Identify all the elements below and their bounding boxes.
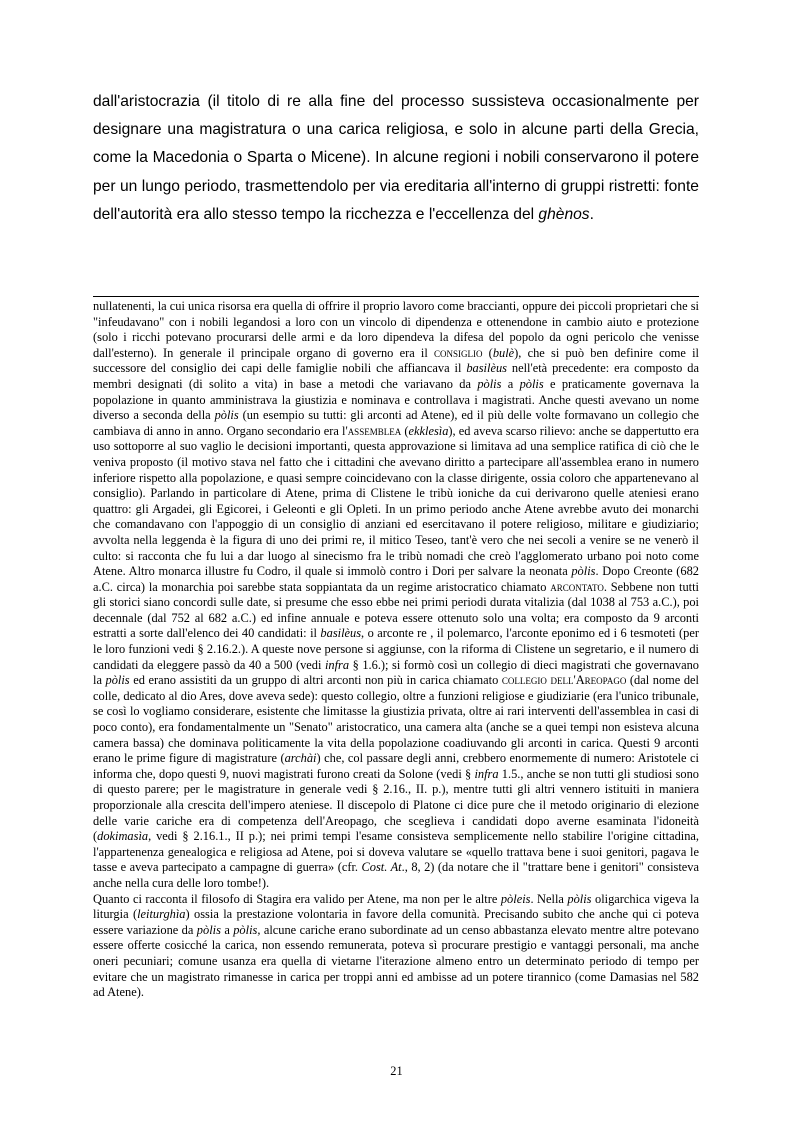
footnote-separator xyxy=(93,296,699,297)
footnote-italic: dokimasìa xyxy=(97,829,149,844)
footnote-text: , vedi § 2.16.1., II p.); nei primi tempi l'esame consisteva semplicemente nello stabilire l'origine cittadina, l'appartenenza genealogica e religiosa ad Atene, poi si doveva valutare se «quello trattava bene i suoi genitori, pagava le tasse e aveva partecipato a campagne di guerra» (cfr. xyxy=(93,829,699,875)
footnote-italic: Cost. At xyxy=(361,860,402,875)
footnote-italic: infra xyxy=(324,657,350,672)
footnote-italic: infra xyxy=(474,766,499,781)
footnote-block xyxy=(93,299,699,1001)
footnote-text: alcune cariche erano subordinate ad un censo abbastanza elevato mentre altre potevano essere offerte cosicché la carica, non essendo remunerata, poteva sì procurare prestigio e vantaggi personali, ma anche oneri pecuniari; comune usanza era quella di vietarne l'iterazione almeno entro un determinato periodo di tempo per evitare che un magistrato rimanesse in carica per troppi anni ed ambisse ad un potere tirannico (come Damasias nel 582 ad Atene). xyxy=(93,922,700,1000)
footnote-text: nell'età precedente: era composto da membri designati (di solito a vita) in base a metodi che variavano da xyxy=(93,361,699,391)
footnote-text: ) che, col passare degli anni, crebbero enormemente di numero: Aristotele ci informa che, dopo questi 9, nuovi magistrati furono creati da Solone (vedi § xyxy=(93,751,699,781)
footnote-text: (un esempio su tutti: gli arconti ad Atene), ed il più delle volte formavano un collegio che cambiava di anno in anno. Organo secondario era l' xyxy=(93,408,699,438)
footnote-text: ), ed aveva scarso rilievo: anche se dappertutto era uso sottoporre al suo vaglio le decisioni importanti, questa approvazione si limitava ad una semplice ratifica di ciò che le veniva proposto (il motivo stava nel fatto che i cittadini che avevano diritto a partecipare all'assemblea erano in numero inferiore rispetto alla popolazione, e quasi sempre coincidevano con la classe dirigente, ossia coloro che appartenevano al consiglio). Parlando in particolare di Atene, prima di Clistene le tribù ioniche da cui derivarono quelle ateniesi erano quattro: gli Argadei, gli Egicorei, i Geleonti e gli Opleti. In un primo periodo anche Atene avrebbe avuto dei monarchi che comandavano con l'appoggio di un consiglio di anziani ed esercitavano il potere religioso, militare e giudiziario; avvolta nella leggenda è la figura di uno dei primi re, il mitico Teseo, tant'è vero che nei secoli a venire se ne venerò il culto: si racconta che fu lui a dar luogo al sinecismo fra le tribù nomadi che creò l'agglomerato urbano poi noto come Atene. Altro monarca illustre fu Codro, il quale si immolò contro i Dori per salvare la neonata xyxy=(93,423,699,579)
body-paragraph xyxy=(93,88,699,229)
footnote-text: ( xyxy=(482,345,493,360)
footnote-text: . Nella xyxy=(530,891,568,906)
footnote-text: , o arconte re , il polemarco, l'arconte eponimo ed i 6 tesmoteti (per le loro funzioni vedi § 2.16.2.). A queste nove persone si aggiunse, con la riforma di Clistene un segretario, e il numero di candidati da eleggere passò da 40 a 500 (vedi xyxy=(93,626,700,672)
footnote-italic: pòlis xyxy=(196,922,221,937)
footnote-paragraph xyxy=(93,892,699,1001)
footnote-text: . Dopo Creonte (682 a.C. circa) la monarchia poi sarebbe stata soppiantata da un regime aristocratico chiamato xyxy=(93,564,699,594)
footnote-text: oligarchica vigeva la liturgia ( xyxy=(93,891,699,922)
footnote-italic: pòlis xyxy=(519,376,544,391)
footnote-text: ., 8, 2) (da notare che il "trattare bene i genitori" consisteva anche nella cura delle loro tombe!). xyxy=(93,860,699,890)
footnote-italic: pòlis xyxy=(567,891,592,906)
footnote-text: § 1.6.); si formò così un collegio di dieci magistrati che governavano la xyxy=(93,657,699,688)
footnote-italic: pòlis xyxy=(214,408,239,423)
footnote-text: ( xyxy=(401,423,409,438)
footnote-text: ed erano assistiti da un gruppo di altri arconti non più in carica chiamato xyxy=(129,673,502,688)
page-number: 21 xyxy=(390,1064,403,1078)
footnote-italic: basilèus xyxy=(320,626,362,641)
footnote-text: nullatenenti, la cui unica risorsa era quella di offrire il proprio lavoro come braccianti, oppure dei piccoli proprietari che si "infeudavano" con i nobili legandosi a loro con un vincolo di dipendenza e ottenendone in cambio aiuto e protezione (solo i ricchi potevano procurarsi delle armi e da loro dipendeva la difesa del popolo da ogni pericolo che venisse dall'esterno). In generale il principale organo di governo era il xyxy=(93,299,699,360)
footnote-italic: pòlis, xyxy=(233,922,261,937)
footnote-text: a xyxy=(220,922,234,937)
footnote-smallcaps: consiglio xyxy=(433,345,483,360)
body-text: dall'aristocrazia (il titolo di re alla fine del processo sussisteva occasionalmente per designare una magistratura o una carica religiosa, e solo in alcune parti della Grecia, come la Macedonia o Sparta o Micene). In alcune regioni i nobili conservarono il potere per un lungo periodo, trasmettendolo per via ereditaria all'interno di gruppi ristretti: fonte dell'autorità era allo stesso tempo la ricchezza e l'eccellenza del xyxy=(93,93,699,223)
footnote-text: (dal nome del colle, dedicato al dio Ares, dove aveva sede): questo collegio, oltre a funzioni religiose e giudiziarie (era l'unico tribunale, se così lo vogliamo considerare, esistente che limitasse la giustizia privata, oltre ai rari interventi dell'assemblea in casi di poco conto), era fondamentalmente un "Senato" aristocratico, una camera alta (anche se a quei tempi non esisteva alcuna camera bassa) che dominava politicamente la vita della popolazione coadiuvando gli arconti in carica. Questi 9 arconti erano le prime figure di magistrature ( xyxy=(93,673,699,766)
footnote-text: . Sebbene non tutti gli storici siano concordi sulle date, si presume che esso ebbe nei primi periodi durata vitalizia (dal 1038 al 753 a.C.), poi decennale (dal 752 al 682 a.C.) ed infine annuale e poteva essere ottenuto solo una volta; era composto da 9 arconti estratti a sorte dall'elenco dei 40 candidati: il xyxy=(93,579,700,641)
footnote-text: e praticamente governava la popolazione in quanto amministrava la giustizia e nominava e controllava i magistrati. Anche questi avevano un nome diverso a seconda della xyxy=(93,376,700,423)
body-text: . xyxy=(589,205,594,223)
footnote-smallcaps: collegio dell'Areopago xyxy=(501,673,627,688)
footnote-italic: pòlis xyxy=(571,564,596,579)
footnote-text: 1.5., anche se non tutti gli studiosi sono di questo parere; per le magistrature in generale vedi § 2.16., II. p.), mentre tutti gli altri vennero istituiti in maniera proporzionale alla crescita dell'impero ateniese. Il discepolo di Platone ci dice pure che il metodo originario di elezione delle varie cariche era di competenza dell'Areopago, che sceglieva i candidati dopo averne esaminata l'idoneità ( xyxy=(93,766,700,844)
footnote-paragraph xyxy=(93,299,699,892)
footnote-italic: pòleis xyxy=(500,891,531,906)
footnote-text: ) ossia la prestazione volontaria in favore della comunità. Precisando subito che anche qui ci poteva essere variazione da xyxy=(93,907,700,937)
body-text-italic: ghènos xyxy=(538,205,590,223)
footnote-italic: bulè xyxy=(492,345,515,360)
footnote-italic: pòlis xyxy=(477,376,502,391)
footnote-smallcaps: assemblea xyxy=(347,423,402,438)
footnote-text: a xyxy=(501,376,520,391)
footnote-text: Quanto ci racconta il filosofo di Stagira era valido per Atene, ma non per le altre xyxy=(93,891,501,906)
footnote-italic: leiturghìa xyxy=(137,907,186,922)
footnote-smallcaps: arcontato xyxy=(550,579,604,594)
footnote-italic: ekklesìa xyxy=(408,423,449,438)
footnote-text: ), che si può ben definire come il successore del consiglio dei capi delle famiglie nobili che affiancava il xyxy=(93,345,699,376)
footnote-italic: archài xyxy=(284,751,317,766)
footnote-italic: pòlis xyxy=(105,673,130,688)
footnote-italic: basilèus xyxy=(466,361,507,376)
